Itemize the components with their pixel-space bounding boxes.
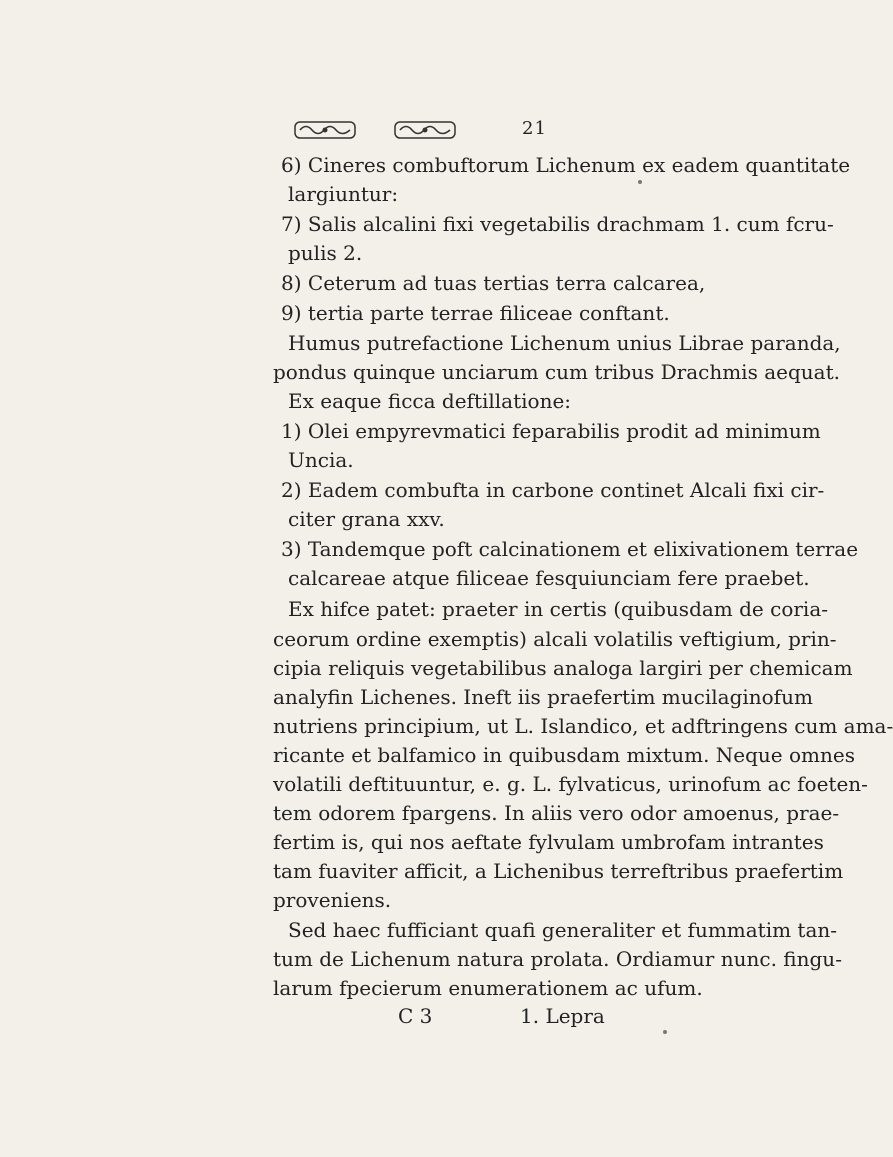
- text-line: largiuntur:: [288, 182, 399, 206]
- signature-mark: C 3: [398, 1004, 433, 1028]
- text-line: pulis 2.: [288, 241, 363, 265]
- text-line: Uncia.: [288, 448, 354, 472]
- text-line: tam fuaviter afficit, a Lichenibus terreftribus praefertim: [273, 859, 844, 883]
- text-line: fertim is, qui nos aeftate fylvulam umbrofam intrantes: [273, 830, 824, 854]
- ink-speck: [638, 180, 642, 184]
- text-line: 8) Ceterum ad tuas tertias terra calcarea,: [281, 271, 706, 295]
- ornament-left-icon: [294, 121, 356, 139]
- text-line: cipia reliquis vegetabilibus analoga largiri per chemicam: [273, 656, 853, 680]
- text-line: pondus quinque unciarum cum tribus Drachmis aequat.: [273, 360, 840, 384]
- text-line: Ex eaque ficca deftillatione:: [288, 389, 572, 413]
- page-number: 21: [522, 118, 547, 139]
- text-line: 9) tertia parte terrae filiceae conftant.: [281, 301, 670, 325]
- ink-speck: [663, 1030, 667, 1034]
- text-line: 6) Cineres combuftorum Lichenum ex eadem quantitate: [281, 153, 851, 177]
- ornament-right-icon: [394, 121, 456, 139]
- text-line: citer grana xxv.: [288, 507, 445, 531]
- text-line: Sed haec fufficiant quafi generaliter et fummatim tan-: [288, 918, 838, 942]
- text-line: tem odorem fpargens. In aliis vero odor amoenus, prae-: [273, 801, 840, 825]
- text-line: 7) Salis alcalini fixi vegetabilis drachmam 1. cum fcru-: [281, 212, 834, 236]
- text-line: tum de Lichenum natura prolata. Ordiamur nunc. fingu-: [273, 947, 842, 971]
- text-line: proveniens.: [273, 888, 392, 912]
- text-line: Ex hifce patet: praeter in certis (quibusdam de coria-: [288, 597, 828, 621]
- text-line: ceorum ordine exemptis) alcali volatilis veftigium, prin-: [273, 627, 837, 651]
- text-line: volatili deftituuntur, e. g. L. fylvaticus, urinofum ac foeten-: [273, 772, 868, 796]
- text-line: analyfin Lichenes. Ineft iis praefertim mucilaginofum: [273, 685, 813, 709]
- text-line: calcareae atque filiceae fesquiunciam fere praebet.: [288, 566, 810, 590]
- text-line: 1) Olei empyrevmatici feparabilis prodit ad minimum: [281, 419, 821, 443]
- text-line: larum fpecierum enumerationem ac ufum.: [273, 976, 703, 1000]
- catchword: 1. Lepra: [520, 1004, 605, 1028]
- text-line: 2) Eadem combufta in carbone continet Alcali fixi cir-: [281, 478, 825, 502]
- text-line: nutriens principium, ut L. Islandico, et adftringens cum ama-: [273, 714, 893, 738]
- text-line: Humus putrefactione Lichenum unius Librae paranda,: [288, 331, 841, 355]
- text-line: 3) Tandemque poft calcinationem et elixivationem terrae: [281, 537, 859, 561]
- text-line: ricante et balfamico in quibusdam mixtum. Neque omnes: [273, 743, 855, 767]
